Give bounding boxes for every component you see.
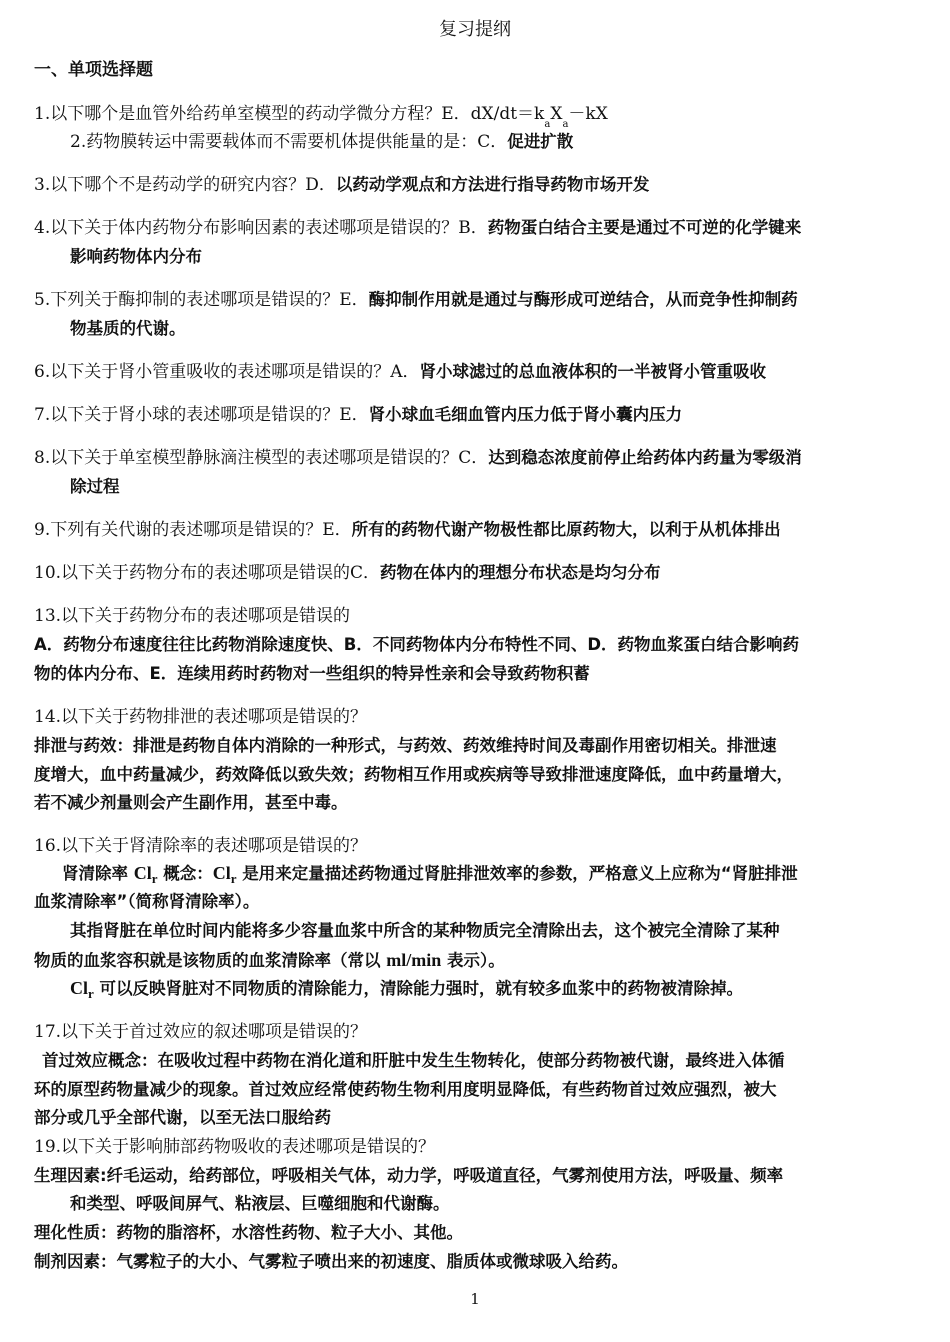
subscript-a: a <box>544 119 551 130</box>
answer-text: 可以反映肾脏对不同物质的清除能力，清除能力强时，就有较多血浆中的药物被清除掉。 <box>93 979 744 998</box>
question-8 <box>34 447 802 469</box>
question-16-answer-cont <box>34 949 505 972</box>
question-10-text: 10.以下关于药物分布的表述哪项是错误的C． <box>34 563 381 583</box>
question-9-text: 9.下列有关代谢的表述哪项是错误的？E． <box>34 520 352 540</box>
question-6-text: 6.以下关于肾小管重吸收的表述哪项是错误的？A． <box>34 362 420 382</box>
document-title: 复习提纲 <box>439 19 511 40</box>
question-13-text: 13.以下关于药物分布的表述哪项是错误的 <box>34 606 351 626</box>
question-19-text: 19.以下关于影响肺部药物吸收的表述哪项是错误的？ <box>34 1137 436 1157</box>
question-4 <box>34 217 801 239</box>
question-4-answer: 药物蛋白结合主要是通过不可逆的化学键来 <box>487 218 802 237</box>
question-13-answer: A．药物分布速度往往比药物消除速度快、B．不同药物体内分布特性不同、D．药物血浆蛋白结合影响药 <box>34 635 800 654</box>
question-19-answer-cont: 理化性质：药物的脂溶杯，水溶性药物、粒子大小、其他。 <box>34 1223 463 1242</box>
answer-text: 表示）。 <box>441 951 505 970</box>
question-5-text: 5.下列关于酶抑制的表述哪项是错误的？E． <box>34 290 369 310</box>
section-heading: 一、单项选择题 <box>34 60 153 80</box>
answer-text: 是用来定量描述药物通过肾脏排泄效率的参数，严格意义上应称为“肾脏排泄 <box>236 864 798 883</box>
question-6 <box>34 361 766 383</box>
answer-text: 概念： <box>157 864 213 883</box>
question-14-answer-cont: 度增大，血中药量减少，药效降低以致失效；药物相互作用或疾病等导致排泄速度降低，血中药量增大， <box>34 765 793 784</box>
question-10 <box>34 562 661 584</box>
clr-symbol: Cl <box>212 863 231 883</box>
question-8-answer: 达到稳态浓度前停止给药体内药量为零级消 <box>488 448 802 467</box>
answer-text: 物质的血浆容积就是该物质的血浆清除率（常以 <box>34 951 387 970</box>
question-5 <box>34 289 798 311</box>
question-7-text: 7.以下关于肾小球的表述哪项是错误的？E． <box>34 405 369 425</box>
question-14-text: 14.以下关于药物排泄的表述哪项是错误的？ <box>34 707 368 727</box>
question-6-answer: 肾小球滤过的总血液体积的一半被肾小管重吸收 <box>419 362 766 381</box>
clr-subscript: r <box>230 871 237 886</box>
question-3 <box>34 174 649 196</box>
question-3-answer: 以药动学观点和方法进行指导药物市场开发 <box>335 175 650 194</box>
question-5-answer: 酶抑制作用就是通过与酶形成可逆结合，从而竞争性抑制药 <box>368 290 798 309</box>
subscript-a: a <box>562 119 569 130</box>
clr-subscript: r <box>88 986 94 1001</box>
question-17-answer-cont: 环的原型药物量减少的现象。首过效应经常使药物生物利用度明显降低，有些药物首过效应强烈，被大 <box>34 1080 777 1099</box>
question-7-answer: 肾小球血毛细血管内压力低于肾小囊内压力 <box>368 405 683 424</box>
question-14-answer-cont: 若不减少剂量则会产生副作用，甚至中毒。 <box>34 793 348 812</box>
unit-text: ml/min <box>386 950 442 970</box>
question-9 <box>34 519 781 541</box>
question-9-answer: 所有的药物代谢产物极性都比原药物大，以利于从机体排出 <box>351 520 781 539</box>
clr-symbol: Cl <box>133 863 152 883</box>
answer-text: 肾清除率 <box>62 864 134 883</box>
question-13-answer-cont: 物的体内分布、E．连续用药时药物对一些组织的特异性亲和会导致药物积蓄 <box>34 664 590 683</box>
question-1 <box>34 103 608 128</box>
question-8-text: 8.以下关于单室模型静脉滴注模型的表述哪项是错误的？C． <box>34 448 489 468</box>
question-14-answer: 排泄与药效：排泄是药物自体内消除的一种形式，与药效、药效维持时间及毒副作用密切相关。排泄速 <box>34 736 777 755</box>
question-10-answer: 药物在体内的理想分布状态是均匀分布 <box>380 563 661 582</box>
clr-symbol: Cl <box>70 978 88 998</box>
question-1-text: 1.以下哪个是血管外给药单室模型的药动学微分方程？E．dX/dt＝k <box>34 104 545 124</box>
question-19-answer-cont: 和类型、呼吸间屏气、粘液层、巨噬细胞和代谢酶。 <box>70 1194 450 1213</box>
question-2 <box>70 131 573 153</box>
question-19-answer-cont: 制剂因素：气雾粒子的大小、气雾粒子喷出来的初速度、脂质体或微球吸入给药。 <box>34 1252 628 1271</box>
question-2-text: 2.药物膜转运中需要载体而不需要机体提供能量的是：C． <box>70 132 508 152</box>
question-16-text: 16.以下关于肾清除率的表述哪项是错误的？ <box>34 836 368 856</box>
question-19-answer: 生理因素:纤毛运动，给药部位，呼吸相关气体，动力学，呼吸道直径，气雾剂使用方法，呼吸量、频率 <box>34 1166 784 1185</box>
question-17-answer-cont: 部分或几乎全部代谢，以至无法口服给药 <box>34 1108 331 1127</box>
question-7 <box>34 404 682 426</box>
question-1-x: X <box>550 104 563 124</box>
question-4-answer-cont: 影响药物体内分布 <box>70 247 202 266</box>
question-4-text: 4.以下关于体内药物分布影响因素的表述哪项是错误的？B． <box>34 218 488 238</box>
question-1-end: －kX <box>568 104 608 124</box>
question-3-text: 3.以下哪个不是药动学的研究内容？D． <box>34 175 336 195</box>
page-number: 1 <box>470 1290 480 1308</box>
question-16-answer <box>62 862 798 886</box>
clr-subscript: r <box>151 871 158 886</box>
question-16-answer-cont: 血浆清除率”（简称肾清除率）。 <box>34 892 260 911</box>
question-16-answer-cont: 其指肾脏在单位时间内能将多少容量血浆中所含的某种物质完全清除出去，这个被完全清除了某种 <box>70 921 780 940</box>
question-17-text: 17.以下关于首过效应的叙述哪项是错误的？ <box>34 1022 368 1042</box>
question-17-answer: 首过效应概念：在吸收过程中药物在消化道和肝脏中发生生物转化，使部分药物被代谢，最终进入体循 <box>42 1051 785 1070</box>
question-5-answer-cont: 物基质的代谢。 <box>70 319 186 338</box>
question-16-answer-cont <box>70 977 743 1001</box>
question-2-answer: 促进扩散 <box>507 132 574 151</box>
question-8-answer-cont: 除过程 <box>70 477 120 496</box>
